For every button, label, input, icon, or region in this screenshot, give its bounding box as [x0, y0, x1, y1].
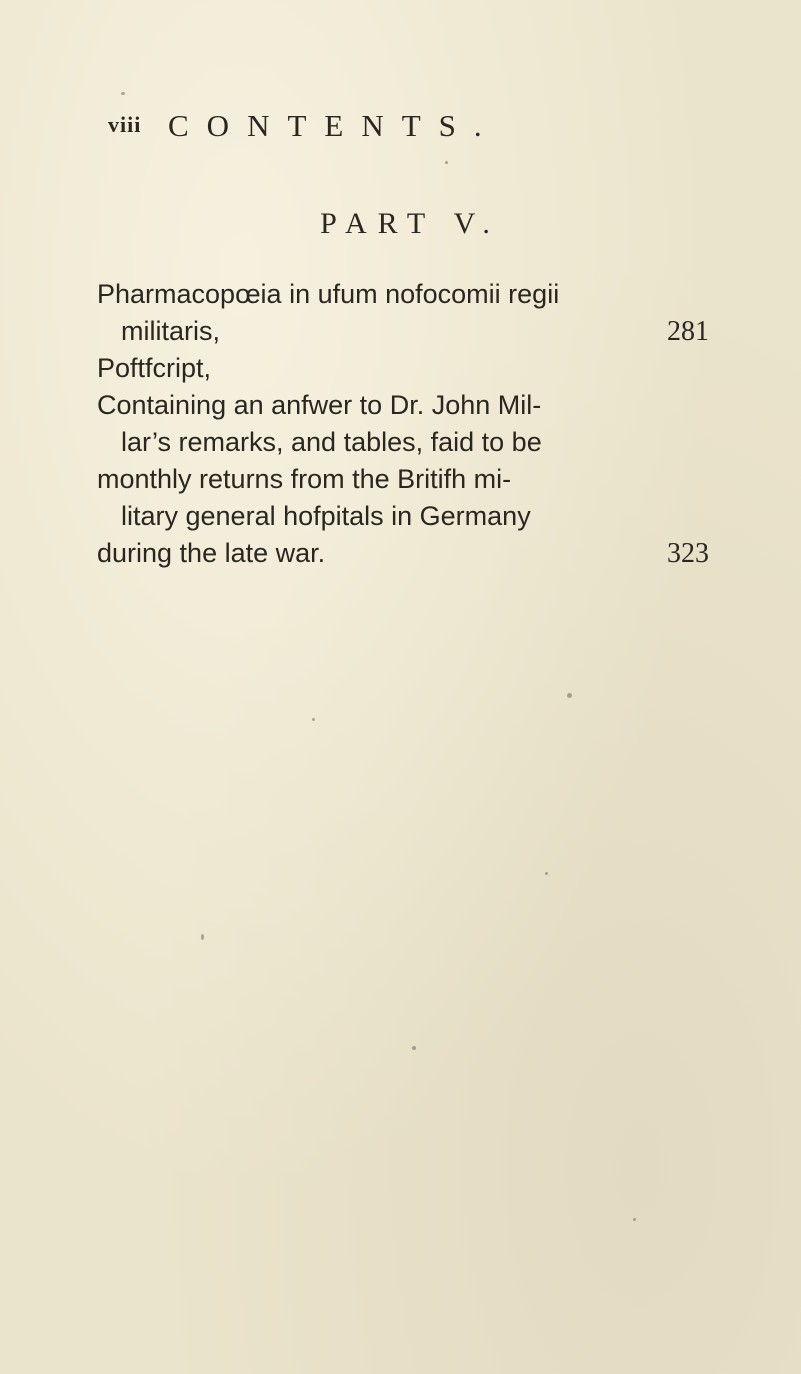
- contents-entry: [97, 350, 709, 387]
- paper-speck: [445, 161, 448, 164]
- contents-entries: [97, 276, 709, 572]
- entry-text: lar’s remarks, and tables, faid to be: [121, 427, 542, 457]
- paper-speck: [412, 1046, 416, 1050]
- entry-text: Pharmacopœia in ufum nofocomii regii: [97, 279, 560, 309]
- entry-line: [97, 350, 709, 387]
- page-header: [0, 108, 801, 148]
- paper-speck: [545, 872, 548, 875]
- paper-speck: [312, 718, 315, 721]
- entry-line: [97, 313, 709, 350]
- running-head: CONTENTS.: [168, 108, 500, 143]
- contents-entry: [97, 276, 709, 350]
- paper-speck: [201, 934, 204, 940]
- entry-text: during the late war.: [97, 538, 326, 568]
- entry-text: militaris,: [121, 316, 220, 346]
- paper-speck: [633, 1218, 636, 1221]
- entry-line: [97, 387, 709, 424]
- page-folio: viii: [108, 112, 142, 137]
- entry-line: [97, 461, 709, 498]
- entry-text: monthly returns from the Britifh mi-: [97, 464, 512, 494]
- paper-speck: [567, 693, 572, 698]
- part-heading: PART V.: [320, 207, 501, 240]
- entry-line: [97, 276, 709, 313]
- entry-line: [97, 535, 709, 572]
- entry-text: litary general hofpitals in Germany: [121, 501, 531, 531]
- entry-line: [97, 498, 709, 535]
- entry-page-number: 281: [667, 316, 709, 347]
- entry-text: Poftfcript,: [97, 353, 212, 383]
- paper-speck: [121, 92, 125, 95]
- entry-text: Containing an anfwer to Dr. John Mil-: [97, 390, 542, 420]
- entry-line: [97, 424, 709, 461]
- contents-entry: [97, 387, 709, 572]
- entry-page-number: 323: [667, 538, 709, 569]
